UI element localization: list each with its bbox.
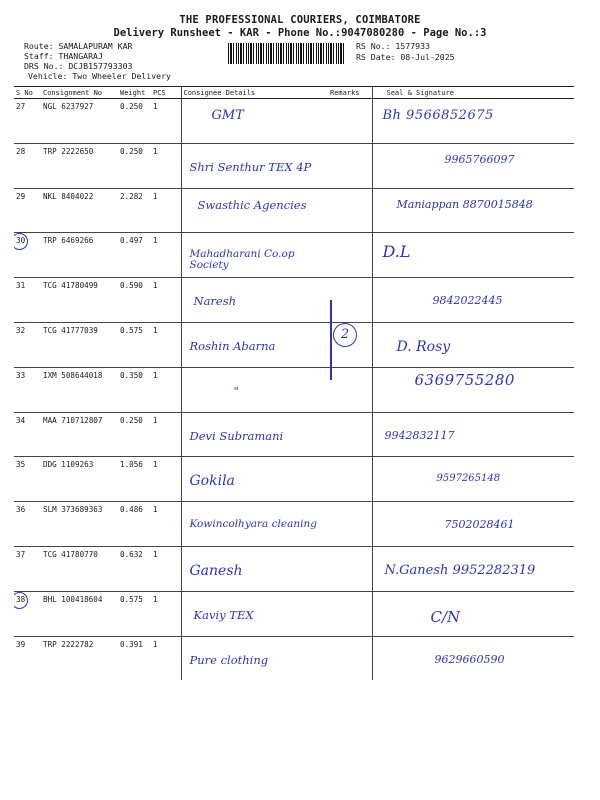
row-pcs: 1 (151, 502, 181, 547)
row-remarks (328, 188, 372, 233)
row-consignee: Swasthic Agencies (197, 197, 307, 212)
row-weight: 0.590 (118, 278, 151, 323)
row-weight: 0.391 (120, 639, 143, 649)
row-signature: Maniappan 8870015848 (396, 197, 533, 211)
row-signature: 7502028461 (444, 518, 515, 532)
row-weight: 1.056 (118, 457, 151, 502)
row-signature: 9597265148 (436, 473, 501, 485)
row-sno: 33 (14, 367, 41, 412)
row-sno-text: 30 (16, 236, 26, 246)
row-signature: 9965766097 (444, 152, 515, 166)
row-weight: 0.250 (118, 412, 151, 457)
row-consignment: TRP 6469266 (41, 233, 118, 278)
row-weight: 0.575 (118, 591, 151, 636)
table-row (14, 367, 574, 412)
row-remarks (328, 367, 372, 412)
row-pcs: 1 (151, 278, 181, 323)
col-seal: Seal & Signature (372, 87, 574, 99)
row-remarks (328, 278, 372, 323)
runsheet-subtitle: Delivery Runsheet - KAR - Phone No.:9047080280 - Page No.:3 (113, 27, 487, 39)
row-consignee: Roshin Abarna (189, 338, 276, 353)
row-consignment: DDG 1109263 (41, 457, 118, 502)
bracket-mark (330, 300, 332, 380)
row-consignee: Kowincolhyara cleaning (189, 518, 317, 531)
row-signature: 6369755280 (414, 370, 515, 389)
table-row (14, 502, 574, 547)
row-weight: 0.497 (118, 233, 151, 278)
row-signature: N.Ganesh 9952282319 (384, 562, 536, 578)
row-remarks (328, 233, 372, 278)
table-row (14, 457, 574, 502)
row-pcs: 1 (151, 143, 181, 188)
runsheet-info-right (356, 41, 455, 63)
row-weight: 0.632 (118, 546, 151, 591)
row-consignment: IXM 508644018 (41, 367, 118, 412)
row-weight: 0.575 (118, 322, 151, 367)
row-pcs: 1 (151, 233, 181, 278)
row-pcs: 1 (151, 367, 181, 412)
row-sno: 27 (14, 99, 41, 144)
table-row (14, 278, 574, 323)
table-row (14, 143, 574, 188)
row-consignee: GMT (211, 108, 244, 123)
row-weight: 0.250 (118, 143, 151, 188)
barcode-image (228, 43, 346, 64)
row-signature: D.L (382, 242, 411, 262)
col-remarks: Remarks (328, 87, 372, 99)
table-row (14, 636, 574, 680)
table-row (14, 233, 574, 278)
row-consignee: Gokila (189, 473, 235, 490)
table-row (14, 188, 574, 233)
route-label: Route: SAMALAPURAM KAR (24, 41, 133, 51)
table-row (14, 322, 574, 367)
row-consignee: Shri Senthur TEX 4P (189, 159, 312, 174)
row-signature: Bh 9566852675 (382, 108, 494, 123)
row-sno: 32 (14, 322, 41, 367)
row-signature: 9842022445 (432, 294, 503, 308)
row-sno: 29 (14, 188, 41, 233)
row-consignee: Devi Subramani (189, 428, 284, 443)
row-consignment: NGL 6237927 (41, 99, 118, 144)
circle-mark (14, 592, 28, 609)
table-row (14, 412, 574, 457)
row-sno: 39 (16, 639, 26, 649)
row-consignment: TCG 41780770 (41, 546, 118, 591)
row-sno: 34 (14, 412, 41, 457)
delivery-table (14, 86, 574, 680)
row-signature: D. Rosy (396, 338, 451, 355)
row-pcs: 1 (151, 546, 181, 591)
row-consignment: TRP 2222782 (43, 639, 94, 649)
row-remarks (328, 636, 372, 680)
row-pcs: 1 (151, 412, 181, 457)
row-consignment: SLM 373689363 (41, 502, 118, 547)
vehicle-label: Vehicle: Two Wheeler Delivery (28, 71, 171, 81)
row-consignment: BHL 100418604 (41, 591, 118, 636)
rs-number: RS No.: 1577933 (356, 41, 430, 51)
row-remarks (328, 412, 372, 457)
row-pcs: 1 (153, 639, 158, 649)
table-row (14, 99, 574, 144)
col-sno: S No (14, 87, 41, 99)
row-consignment: MAA 710712807 (41, 412, 118, 457)
row-sno: 28 (14, 143, 41, 188)
row-sno (14, 591, 41, 636)
row-weight: 0.350 (118, 367, 151, 412)
row-consignee: Pure clothing (189, 652, 269, 667)
staff-label: Staff: THANGARAJ (24, 51, 103, 61)
row-signature: C/N (430, 607, 461, 626)
col-weight: Weight (118, 87, 151, 99)
row-consignment: TRP 2222650 (41, 143, 118, 188)
row-signature: 9629660590 (434, 652, 505, 666)
row-weight: 0.250 (118, 99, 151, 144)
row-sno (14, 233, 41, 278)
row-pcs: 1 (151, 99, 181, 144)
circled-number: 2 (333, 323, 357, 347)
row-remarks (328, 457, 372, 502)
row-sno: 31 (14, 278, 41, 323)
row-weight: 0.486 (118, 502, 151, 547)
row-pcs: 1 (151, 591, 181, 636)
row-consignee: Naresh (193, 294, 237, 309)
row-pcs: 1 (151, 188, 181, 233)
row-consignment: TCG 41780499 (41, 278, 118, 323)
col-consignment: Consignment No (41, 87, 118, 99)
row-consignee: " (233, 383, 239, 398)
col-consignee: Consignee Details (181, 87, 328, 99)
row-signature: 9942832117 (384, 428, 455, 442)
row-sno: 35 (14, 457, 41, 502)
row-sno: 37 (14, 546, 41, 591)
table-row (14, 546, 574, 591)
row-pcs: 1 (151, 322, 181, 367)
table-header-row (14, 87, 574, 99)
company-title: THE PROFESSIONAL COURIERS, COIMBATORE (179, 14, 421, 26)
row-remarks (328, 143, 372, 188)
row-consignee: Kaviy TEX (193, 607, 254, 622)
row-sno: 36 (14, 502, 41, 547)
row-remarks (328, 99, 372, 144)
row-consignment: NKL 8404022 (41, 188, 118, 233)
row-consignee: Ganesh (189, 562, 243, 579)
drs-label: DRS No.: DCJB157793303 (24, 61, 133, 71)
runsheet-info-left (24, 41, 171, 81)
rs-date: RS Date: 08-Jul-2025 (356, 52, 455, 62)
circle-mark (14, 233, 28, 250)
row-sno-text: 38 (16, 594, 26, 604)
col-pcs: PCS (151, 87, 181, 99)
table-row (14, 591, 574, 636)
row-remarks (328, 502, 372, 547)
row-weight: 2.282 (118, 188, 151, 233)
row-remarks (328, 546, 372, 591)
row-consignee: Mahadharani Co.op Society (189, 248, 295, 272)
row-consignment: TCG 41777039 (41, 322, 118, 367)
row-remarks (328, 591, 372, 636)
row-pcs: 1 (151, 457, 181, 502)
